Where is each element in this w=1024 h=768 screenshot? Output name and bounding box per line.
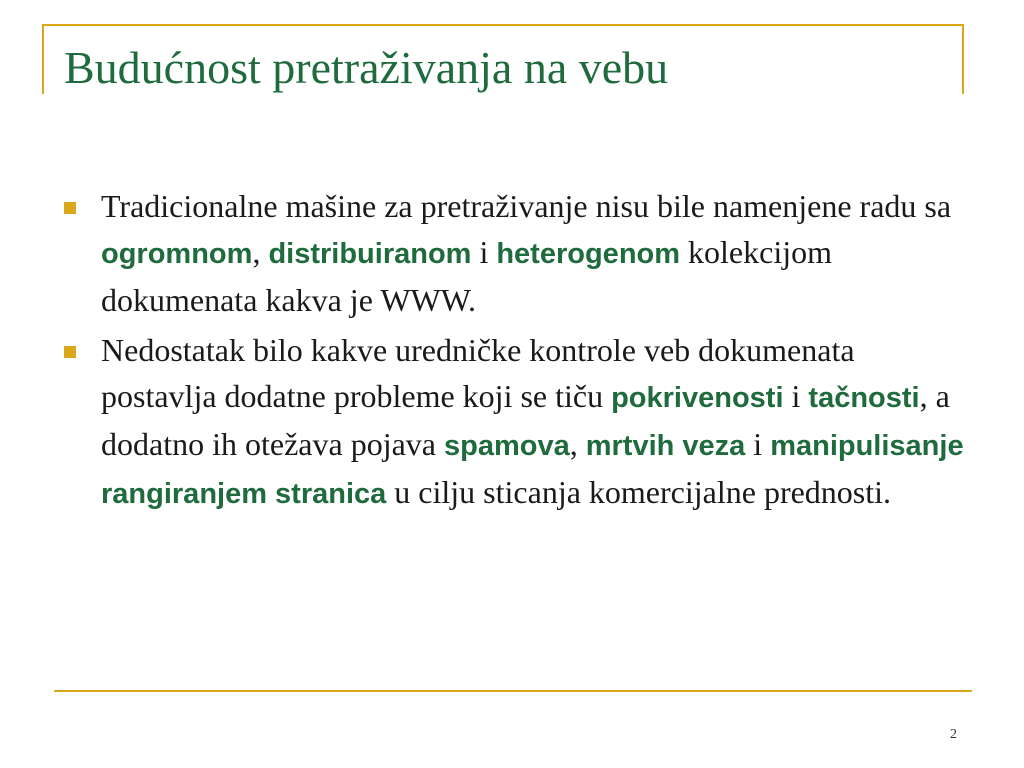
bullet-text-segment: ,	[252, 234, 269, 270]
slide-title: Budućnost pretraživanja na vebu	[64, 42, 669, 93]
bullet-text-segment: i	[471, 234, 497, 270]
bullet-list	[64, 183, 964, 521]
bullet-text-segment: Tradicionalne mašine za pretraživanje nisu bile namenjene radu sa	[101, 188, 952, 224]
bullet-text-segment: kolekcijom dokumenata kakva je WWW.	[101, 234, 832, 318]
bullet-emphasis: distribuiranom	[268, 238, 472, 270]
bullet-emphasis: manipulisanje rangiranjem stranica	[101, 430, 964, 510]
bullet-text	[101, 188, 951, 318]
title-frame-left-rule	[42, 24, 44, 94]
title-frame-right-rule	[962, 24, 964, 94]
bullet-emphasis: heterogenom	[496, 238, 681, 270]
square-bullet-icon	[64, 202, 76, 214]
bullet-emphasis: spamova	[443, 430, 570, 462]
bullet-text-segment: u cilju sticanja komercijalne prednosti.	[386, 474, 892, 510]
bullet-text-segment: i	[783, 378, 809, 414]
page-number: 2	[950, 727, 957, 742]
bullet-text-segment: i	[745, 426, 771, 462]
bullet-emphasis: tačnosti	[808, 382, 920, 414]
bullet-text-segment: , a dodatno ih otežava pojava	[101, 378, 950, 462]
bullet-item	[64, 327, 964, 517]
title-frame-top-rule	[42, 24, 964, 26]
bullet-item	[64, 183, 964, 323]
bullet-emphasis: pokrivenosti	[611, 382, 784, 414]
bullet-text	[101, 332, 964, 510]
square-bullet-icon	[64, 346, 76, 358]
bullet-emphasis: mrtvih veza	[585, 430, 746, 462]
bullet-text-segment: Nedostatak bilo kakve uredničke kontrole veb dokumenata postavlja dodatne probleme koji se tiču	[101, 332, 855, 414]
bullet-text-segment: ,	[569, 426, 586, 462]
bullet-emphasis: ogromnom	[101, 238, 253, 270]
footer-rule	[54, 690, 972, 692]
